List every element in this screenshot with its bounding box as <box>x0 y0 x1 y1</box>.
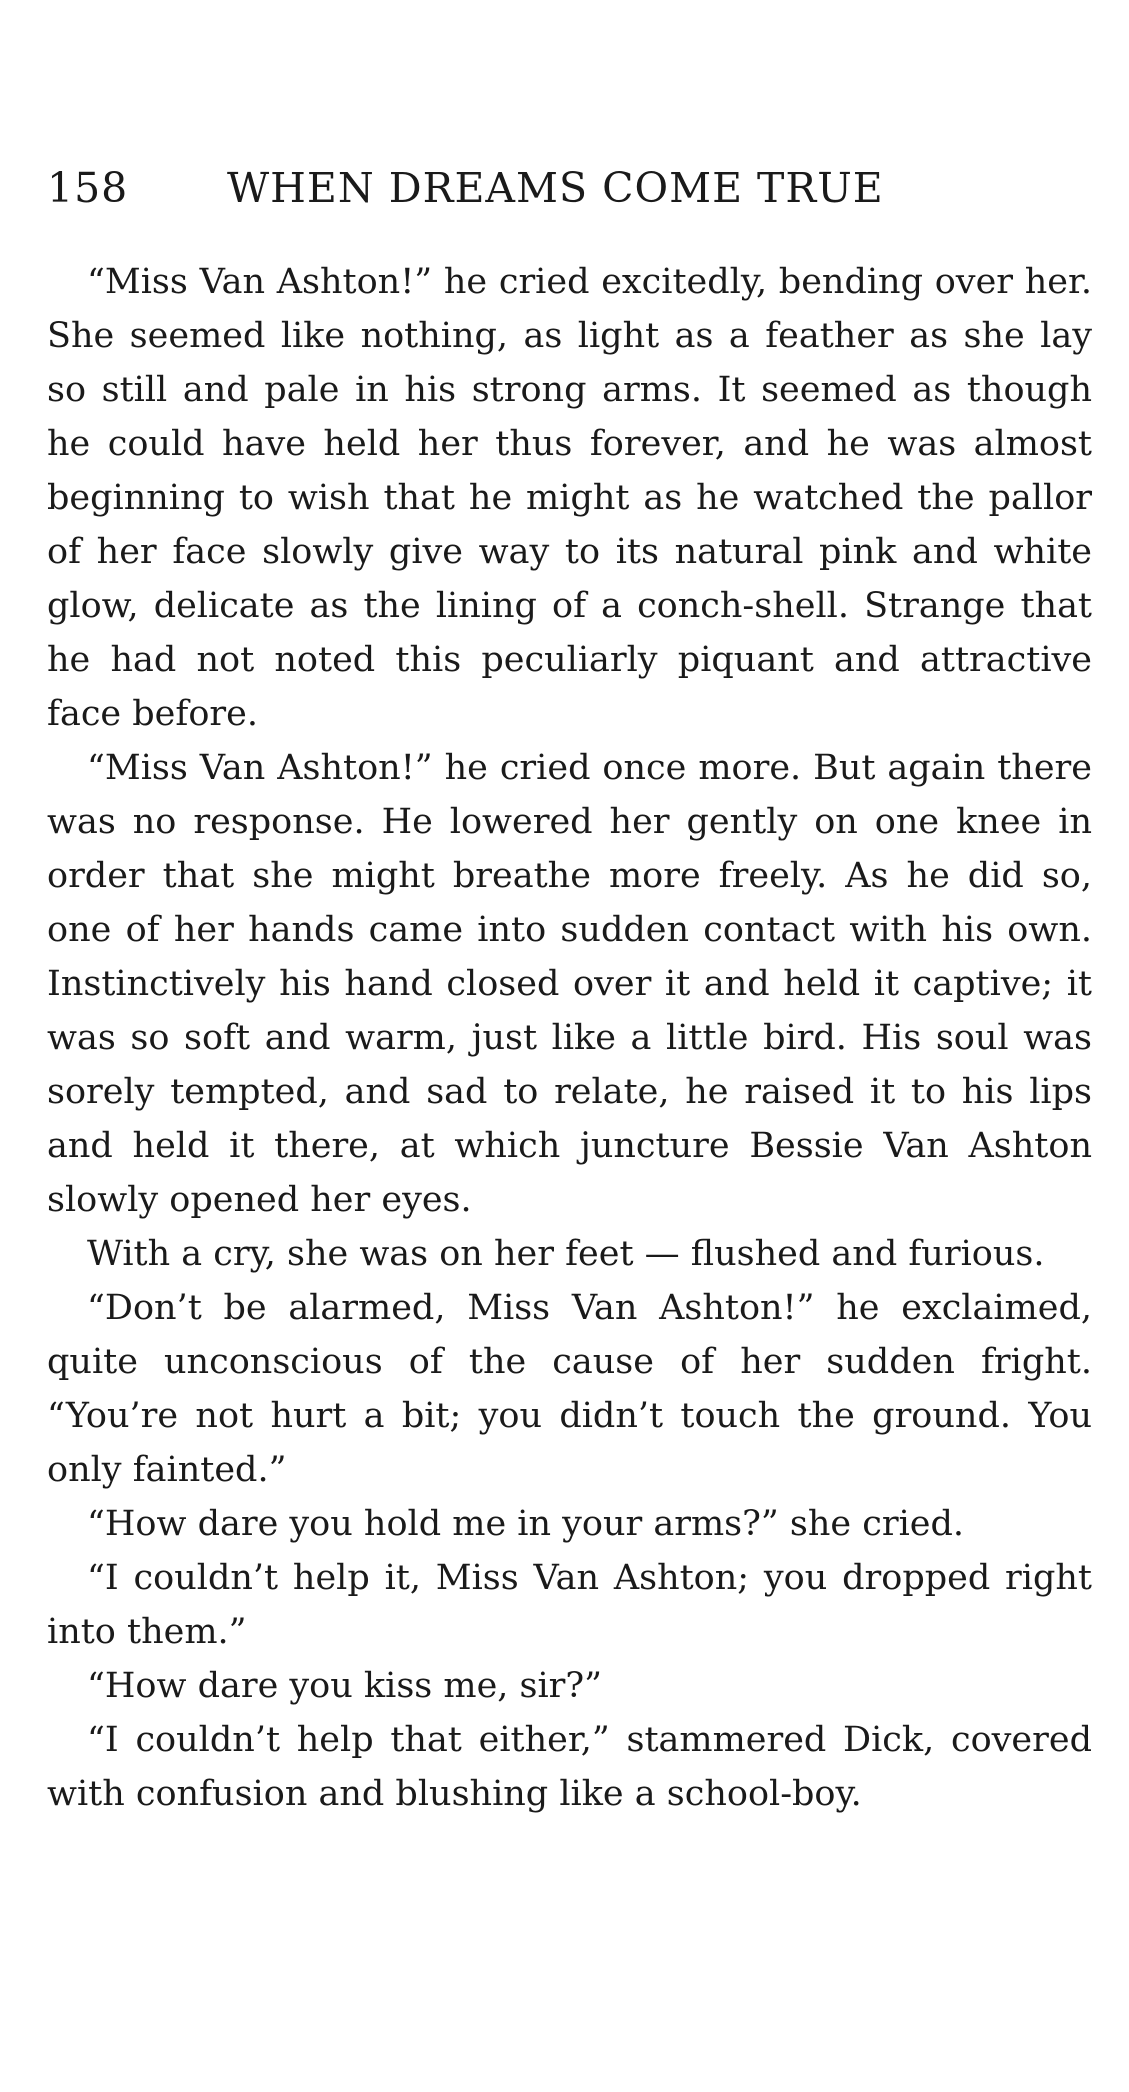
paragraph: “How dare you kiss me, sir?” <box>87 1666 603 1706</box>
running-head <box>47 158 1092 218</box>
paragraph: “Miss Van Ashton!” he cried once more. But again there was no response. He lowered her gently on one knee in order that she might breathe more freely. As he did so, one of her hands came into sudden contact with his own. Instinctively his hand closed over it and held it captive; it was so soft and warm, just like a little bird. His soul was sorely tempted, and sad to relate, he raised it to his lips and held it there, at which juncture Bessie Van Ashton slowly opened her eyes. <box>47 748 1092 1220</box>
paragraph: “I couldn’t help that either,” stammered Dick, covered with confusion and blushing like a school-boy. <box>47 1720 1092 1814</box>
paragraph: “How dare you hold me in your arms?” she cried. <box>87 1504 965 1544</box>
paragraph: “Miss Van Ashton!” he cried excitedly, bending over her. She seemed like nothing, as light as a feather as she lay so still and pale in his strong arms. It seemed as though he could have held her thus forever, and he was almost beginning to wish that he might as he watched the pallor of her face slowly give way to its natural pink and white glow, delicate as the lining of a conch-shell. Strange that he had not noted this peculiarly piquant and attractive face before. <box>47 262 1092 734</box>
body-text <box>47 255 1092 1821</box>
book-title: WHEN DREAMS COME TRUE <box>227 164 884 212</box>
book-page <box>47 0 1092 2092</box>
paragraph: “Don’t be alarmed, Miss Van Ashton!” he exclaimed, quite unconscious of the cause of her sudden fright. “You’re not hurt a bit; you didn’t touch the ground. You only fainted.” <box>47 1288 1092 1490</box>
paragraph: With a cry, she was on her feet — flushed and furious. <box>87 1234 1045 1274</box>
paragraph: “I couldn’t help it, Miss Van Ashton; you dropped right into them.” <box>47 1558 1092 1652</box>
page-number: 158 <box>47 164 129 212</box>
